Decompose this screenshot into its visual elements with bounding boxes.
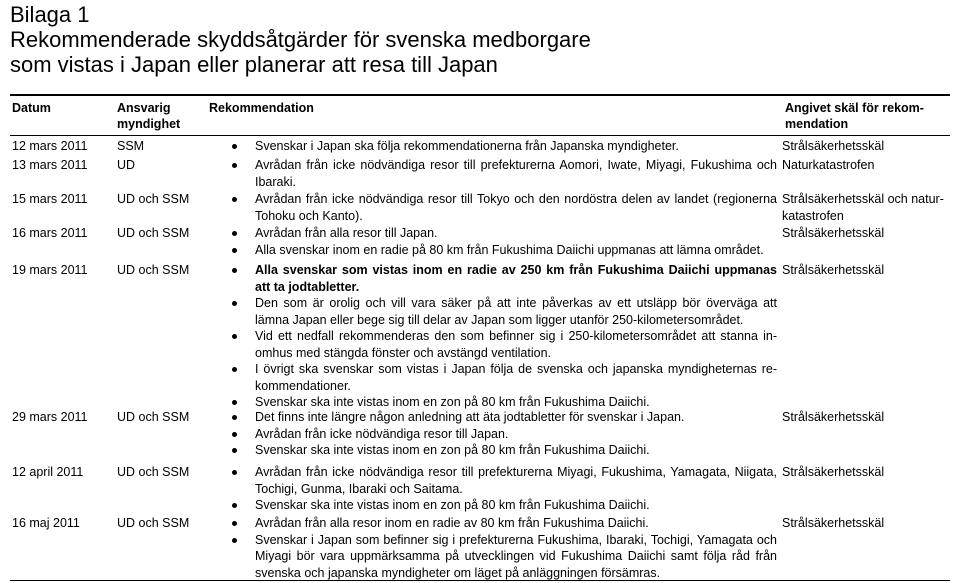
bullet-icon: [232, 432, 237, 437]
title-line-1: Bilaga 1: [10, 2, 90, 27]
recommendation-item: [232, 191, 777, 224]
row-authority: UD och SSM: [117, 192, 190, 206]
recommendation-text: Avrådan från icke nödvändiga resor till prefekturerna Aomori, Iwate, Miyagi, Fukushima och Ibaraki.: [255, 158, 777, 189]
recommendation-item: [232, 295, 777, 328]
bullet-icon: [232, 268, 237, 273]
recommendation-item: [232, 262, 777, 295]
row-authority: UD och SSM: [117, 263, 190, 277]
recommendation-item: [232, 426, 777, 443]
row-recommendations: [232, 409, 777, 459]
recommendation-text: Svenskar i Japan som befinner sig i prefekturerna Fukushima, Ibaraki, Tochigi, Yamagata och Miyagi bör vara uppmärksamma på utvecklingen vid Fukushima Daiichi samt följa råd från svenska och japanska myndigheter om läget på anläggningen försämras.: [255, 532, 777, 580]
title-line-3: som vistas i Japan eller planerar att resa till Japan: [10, 52, 498, 77]
row-reason: Strålsäkerhetsskäl: [782, 226, 885, 240]
header-date: Datum: [12, 101, 51, 115]
recommendation-text: Vid ett nedfall rekommenderas den som befinner sig i 250-kilometersområdet att stanna in-omhus med stängda fönster och avstängd ventilation.: [255, 329, 777, 360]
bullet-icon: [232, 538, 237, 543]
recommendation-item: [232, 409, 777, 426]
row-authority: UD: [117, 158, 136, 172]
recommendation-item: [232, 157, 777, 190]
bullet-icon: [232, 415, 237, 420]
recommendation-item: [232, 328, 777, 361]
header-bottom-rule: [10, 135, 950, 136]
page-title: [10, 2, 950, 77]
row-date: 29 mars 2011: [12, 410, 88, 424]
recommendation-text: Svenskar ska inte vistas inom en zon på 80 km från Fukushima Daiichi.: [255, 395, 650, 409]
recommendation-text: Avrådan från icke nödvändiga resor till Japan.: [255, 426, 509, 441]
row-reason: Strålsäkerhetsskäl: [782, 410, 885, 424]
header-authority: Ansvarig myndighet: [117, 101, 181, 131]
row-authority: UD och SSM: [117, 226, 190, 240]
recommendation-text: Avrådan från alla resor inom en radie av 80 km från Fukushima Daiichi.: [255, 516, 649, 530]
bullet-icon: [232, 301, 237, 306]
recommendation-item: [232, 361, 777, 394]
bullet-icon: [232, 521, 237, 526]
recommendation-text: Avrådan från icke nödvändiga resor till Tokyo och den nordöstra delen av landet (regionerna Tohoku och Kanto).: [255, 192, 777, 223]
recommendation-text: Alla svenskar inom en radie på 80 km från Fukushima Daiichi uppmanas att lämna området.: [255, 242, 764, 257]
bullet-icon: [232, 334, 237, 339]
title-line-2: Rekommenderade skyddsåtgärder för svenska medborgare: [10, 27, 591, 52]
recommendation-text: I övrigt ska svenskar som vistas i Japan följa de svenska och japanska myndigheternas re-kommendationer.: [255, 362, 777, 393]
recommendation-item: [232, 532, 777, 582]
bullet-icon: [232, 470, 237, 475]
recommendation-text: Svenskar i Japan ska följa rekommendationerna från Japanska myndigheter.: [255, 139, 679, 153]
row-authority: UD och SSM: [117, 516, 190, 530]
row-reason: Strålsäkerhetsskäl: [782, 465, 885, 479]
row-recommendations: [232, 157, 777, 190]
recommendation-item: [232, 515, 777, 532]
row-date: 19 mars 2011: [12, 263, 88, 277]
row-authority: UD och SSM: [117, 410, 190, 424]
header-reason: Angivet skäl för rekom-mendation: [785, 101, 924, 131]
table-bottom-rule: [10, 580, 950, 581]
row-date: 12 april 2011: [12, 465, 84, 479]
recommendation-item: [232, 138, 777, 155]
row-reason: Strålsäkerhetsskäl: [782, 139, 885, 153]
bullet-icon: [232, 163, 237, 168]
row-recommendations: [232, 225, 777, 258]
row-recommendations: [232, 138, 777, 155]
bullet-icon: [232, 367, 237, 372]
row-date: 13 mars 2011: [12, 158, 88, 172]
row-recommendations: [232, 262, 777, 411]
recommendation-item: [232, 242, 777, 259]
recommendation-text: Alla svenskar som vistas inom en radie av 250 km från Fukushima Daiichi uppmanas att ta jodtabletter.: [255, 263, 777, 294]
row-reason: Strålsäkerhetsskäl och natur-katastrofen: [782, 192, 944, 223]
bullet-icon: [232, 503, 237, 508]
recommendation-item: [232, 225, 777, 242]
bullet-icon: [232, 448, 237, 453]
recommendation-text: Det finns inte längre någon anledning att äta jodtabletter för svenskar i Japan.: [255, 410, 685, 424]
row-authority: UD och SSM: [117, 465, 190, 479]
row-reason: Naturkatastrofen: [782, 158, 875, 172]
row-reason: Strålsäkerhetsskäl: [782, 263, 885, 277]
row-recommendations: [232, 464, 777, 514]
row-date: 15 mars 2011: [12, 192, 88, 206]
row-authority: SSM: [117, 139, 145, 153]
row-date: 16 mars 2011: [12, 226, 88, 240]
recommendation-item: [232, 442, 777, 459]
recommendation-text: Den som är orolig och vill vara säker på att inte påverkas av ett utsläpp bör överväga att lämna Japan eller bege sig till delar av Japan som ligger utanför 250-kilometersområdet.: [255, 296, 777, 327]
recommendation-text: Svenskar ska inte vistas inom en zon på 80 km från Fukushima Daiichi.: [255, 443, 650, 457]
bullet-icon: [232, 144, 237, 149]
row-recommendations: [232, 515, 777, 581]
recommendation-text: Svenskar ska inte vistas inom en zon på 80 km från Fukushima Daiichi.: [255, 498, 650, 512]
recommendation-text: Avrådan från alla resor till Japan.: [255, 226, 438, 240]
recommendation-text: Avrådan från icke nödvändiga resor till prefekturerna Miyagi, Fukushima, Yamagata, Niigata, Tochigi, Gunma, Ibaraki och Saitama.: [255, 465, 777, 496]
header-top-rule: [10, 94, 950, 96]
bullet-icon: [232, 400, 237, 405]
row-date: 12 mars 2011: [12, 139, 88, 153]
recommendation-item: [232, 497, 777, 514]
bullet-icon: [232, 197, 237, 202]
recommendation-item: [232, 464, 777, 497]
header-recommendation: Rekommendation: [209, 101, 314, 115]
row-reason: Strålsäkerhetsskäl: [782, 516, 885, 530]
bullet-icon: [232, 248, 237, 253]
row-date: 16 maj 2011: [12, 516, 80, 530]
bullet-icon: [232, 231, 237, 236]
row-recommendations: [232, 191, 777, 224]
